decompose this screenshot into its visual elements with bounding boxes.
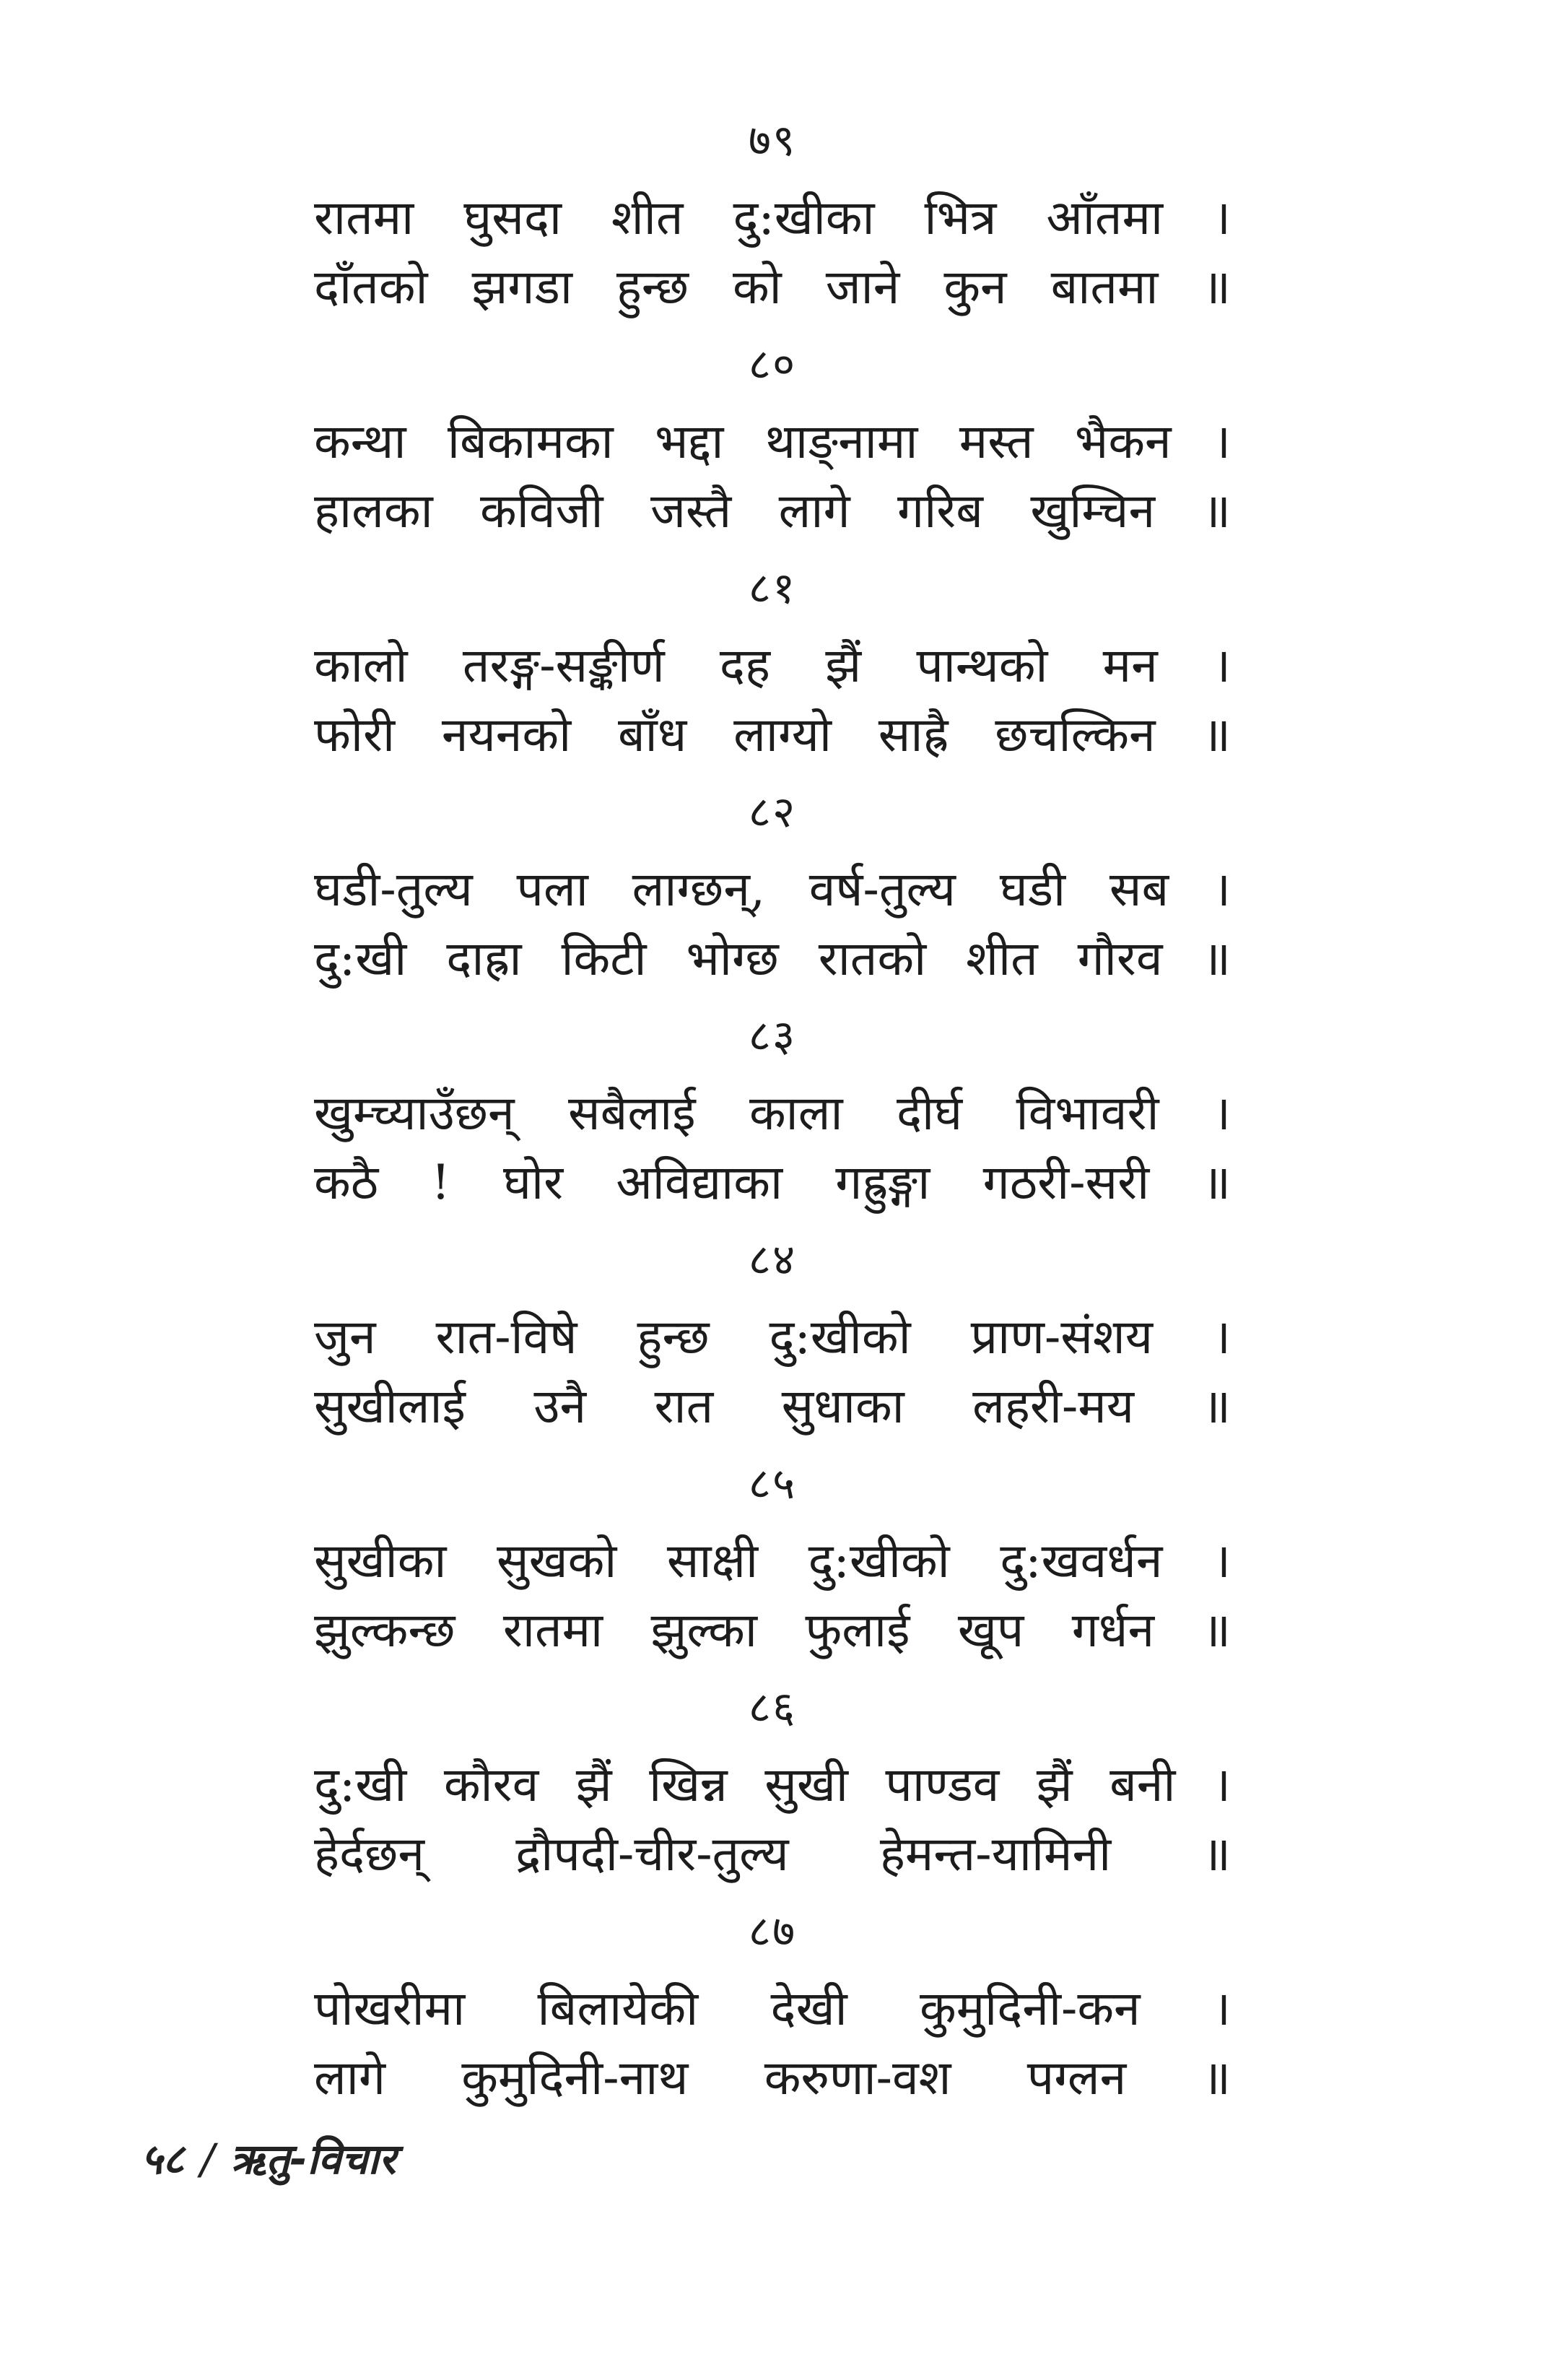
verse-line-1: रातमा घुसदा शीत दु:खीका भित्र आँतमा ।	[314, 190, 1231, 246]
verse-line-1: कालो तरङ्ग-सङ्कीर्ण दह झैं पान्थको मन ।	[314, 638, 1231, 693]
verse-line-2: हेर्दछन् द्रौपदी-चीर-तुल्य हेमन्त-यामिनी ॥	[314, 1826, 1231, 1882]
verse-line-1: दु:खी कौरव झैं खिन्न सुखी पाण्डव झैं बनी ।	[314, 1757, 1231, 1812]
verse	[314, 563, 1231, 787]
verse	[314, 787, 1231, 1011]
verse-line-1: जुन रात-विषे हुन्छ दु:खीको प्राण-संशय ।	[314, 1309, 1231, 1365]
verse-number: ८२	[748, 787, 797, 838]
footer-separator: /	[200, 2134, 214, 2184]
verse-number: ८४	[748, 1235, 797, 1285]
verse	[314, 1235, 1231, 1459]
verse-line-2: कठै ! घोर अविद्याका गह्रुङ्गा गठरी-सरी ॥	[314, 1155, 1231, 1210]
verse-line-2: झुल्कन्छ रातमा झुल्का फुलाई खूप गर्धन ॥	[314, 1602, 1231, 1658]
verse-line-2: लागे कुमुदिनी-नाथ करुणा-वश पग्लन ॥	[314, 2050, 1231, 2106]
verse-number: ८१	[748, 563, 797, 614]
verse-line-2: फोरी नयनको बाँध लाग्यो साह्रै छचल्किन ॥	[314, 707, 1231, 763]
verse	[314, 116, 1231, 339]
verse	[314, 1459, 1231, 1682]
verse-line-1: घडी-तुल्य पला लाग्छन्, वर्ष-तुल्य घडी सब ।	[314, 861, 1231, 917]
verse-line-2: दु:खी दाह्रा किटी भोग्छ रातको शीत गौरव ॥	[314, 931, 1231, 986]
verse-line-1: खुम्च्याउँछन् सबैलाई काला दीर्घ विभावरी ।	[314, 1085, 1231, 1141]
verse-number: ८६	[748, 1682, 797, 1733]
verse	[314, 1011, 1231, 1235]
book-title: ऋतु-विचार	[230, 2134, 396, 2184]
page-number: ५८	[141, 2134, 185, 2184]
verse-number: ८७	[748, 1906, 797, 1957]
verse	[314, 339, 1231, 563]
verse-line-1: सुखीका सुखको साक्षी दु:खीको दु:खवर्धन ।	[314, 1533, 1231, 1589]
verse	[314, 1906, 1231, 2130]
verse-number: ८५	[748, 1459, 797, 1509]
verse-number: ८०	[748, 339, 797, 390]
verse-line-2: हालका कविजी जस्तै लागे गरिब खुम्चिन ॥	[314, 483, 1231, 539]
verse-line-2: दाँतको झगडा हुन्छ को जाने कुन बातमा ॥	[314, 259, 1231, 315]
verse-line-1: पोखरीमा बिलायेकी देखी कुमुदिनी-कन ।	[314, 1981, 1231, 2036]
page-footer	[141, 2134, 396, 2184]
verse-number: ८३	[748, 1011, 797, 1061]
verse-line-2: सुखीलाई उनै रात सुधाका लहरी-मय ॥	[314, 1378, 1231, 1434]
verse-line-1: कन्था बिकामका भद्दा थाङ्नामा मस्त भैकन ।	[314, 414, 1231, 469]
verse-number: ७९	[748, 116, 797, 166]
verse	[314, 1682, 1231, 1906]
poem-body	[314, 116, 1231, 2130]
